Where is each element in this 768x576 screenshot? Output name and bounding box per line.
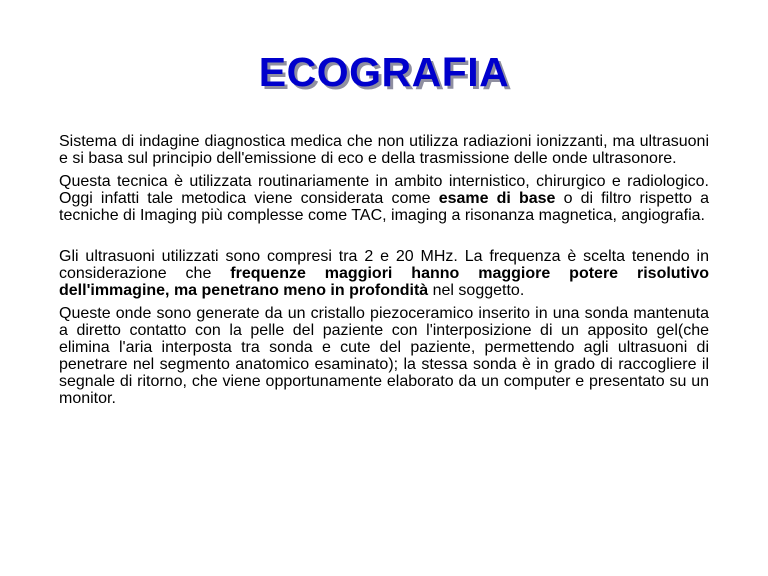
paragraph-frequency (59, 248, 709, 299)
paragraph-definition (59, 133, 709, 167)
paragraph-text: Gli ultrasuoni utilizzati sono compresi tra 2 e 20 MHz. La frequenza è scelta tenendo in considerazione che (59, 248, 709, 282)
paragraph-text: Queste onde sono generate da un cristallo piezoceramico inserito in una sonda mantenuta a diretto contatto con la pelle del paziente con l'interposizione di un apposito gel(che elimina l'aria interposta tra sonda e cute del paziente, permettendo agli ultrasuoni di penetrare nel segmento anatomico esaminato); la stessa sonda è in grado di raccogliere il segnale di ritorno, che viene opportunamente elaborato da un computer e presentato su un monitor. (59, 305, 709, 407)
paragraph-text: o di filtro rispetto a tecniche di Imaging più complesse come TAC, imaging a risonanza magnetica, angiografia. (59, 190, 710, 224)
paragraph-text: Questa tecnica è utilizzata routinariamente in ambito internistico, chirurgico e radiologico. Oggi infatti tale metodica viene considerata come (59, 173, 709, 207)
bold-phrase: frequenze maggiori hanno maggiore potere risolutivo dell'immagine, ma penetrano meno in profondità (59, 265, 710, 299)
bold-phrase: esame di base (438, 190, 556, 207)
slide-body (59, 133, 709, 407)
paragraph-text: nel soggetto. (428, 282, 525, 299)
paragraph-text: Sistema di indagine diagnostica medica che non utilizza radiazioni ionizzanti, ma ultrasuoni e si basa sul principio dell'emissione di eco e della trasmissione delle onde ultrasonore. (59, 133, 709, 167)
paragraph-probe (59, 305, 709, 407)
paragraph-usage (59, 173, 709, 224)
slide-title: ECOGRAFIA (258, 49, 510, 95)
